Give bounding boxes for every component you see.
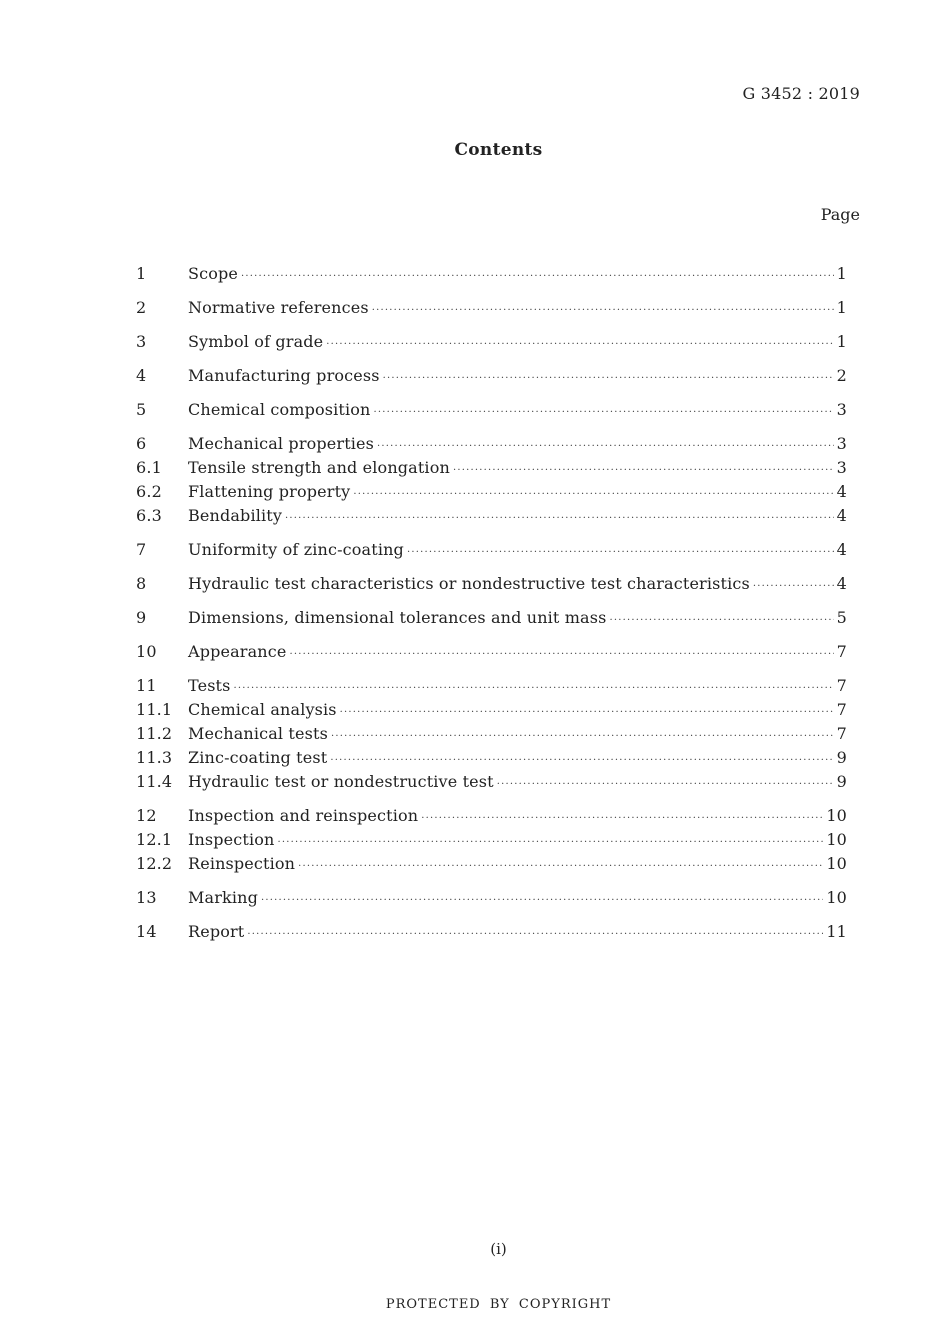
toc-entry-number: 5 bbox=[136, 400, 147, 419]
toc-entry-page: 7 bbox=[836, 700, 847, 719]
toc-entry-number: 1 bbox=[136, 264, 147, 283]
toc-entry-title: Reinspection bbox=[188, 854, 296, 873]
toc-entry-number: 11 bbox=[136, 676, 157, 695]
toc-entry-title: Inspection and reinspection bbox=[188, 806, 419, 825]
toc-entry[interactable] bbox=[136, 922, 847, 946]
toc-entry[interactable] bbox=[136, 574, 847, 598]
toc-entry-page: 3 bbox=[836, 434, 847, 453]
toc-entry-title: Report bbox=[188, 922, 245, 941]
toc-entry[interactable] bbox=[136, 854, 847, 878]
toc-entry-title: Zinc-coating test bbox=[188, 748, 328, 767]
toc-entry-page: 1 bbox=[836, 264, 847, 283]
toc-entry-number: 11.2 bbox=[136, 724, 173, 743]
toc-entry[interactable] bbox=[136, 700, 847, 724]
toc-group bbox=[136, 366, 847, 390]
document-id: G 3452 : 2019 bbox=[742, 84, 860, 103]
toc-entry[interactable] bbox=[136, 458, 847, 482]
toc-entry-page: 10 bbox=[826, 854, 847, 873]
toc-entry[interactable] bbox=[136, 676, 847, 700]
toc-entry-page: 4 bbox=[836, 540, 847, 559]
toc-group bbox=[136, 298, 847, 322]
toc-entry-title: Uniformity of zinc-coating bbox=[188, 540, 404, 559]
toc-entry-title: Flattening property bbox=[188, 482, 351, 501]
toc-group bbox=[136, 540, 847, 564]
toc-entry-number: 8 bbox=[136, 574, 147, 593]
toc-group bbox=[136, 676, 847, 796]
toc-entry[interactable] bbox=[136, 608, 847, 632]
toc-entry[interactable] bbox=[136, 748, 847, 772]
toc-entry[interactable] bbox=[136, 434, 847, 458]
toc-entry-title: Mechanical properties bbox=[188, 434, 375, 453]
toc-entry-page: 9 bbox=[836, 748, 847, 767]
toc-entry-page: 11 bbox=[826, 922, 847, 941]
toc-entry-number: 13 bbox=[136, 888, 157, 907]
dot-leader bbox=[340, 707, 834, 718]
toc-entry[interactable] bbox=[136, 482, 847, 506]
toc-entry-page: 5 bbox=[836, 608, 847, 627]
dot-leader bbox=[421, 813, 823, 824]
toc-entry-title: Chemical analysis bbox=[188, 700, 337, 719]
toc-entry-page: 4 bbox=[836, 506, 847, 525]
dot-leader bbox=[247, 929, 823, 940]
dot-leader bbox=[331, 731, 834, 742]
toc-entry-page: 7 bbox=[836, 676, 847, 695]
toc-entry-number: 9 bbox=[136, 608, 147, 627]
dot-leader bbox=[241, 271, 834, 282]
toc-entry[interactable] bbox=[136, 506, 847, 530]
toc-entry-page: 1 bbox=[836, 298, 847, 317]
toc-entry-number: 7 bbox=[136, 540, 147, 559]
toc-entry-number: 6.1 bbox=[136, 458, 162, 477]
toc-entry[interactable] bbox=[136, 772, 847, 796]
toc-entry-page: 10 bbox=[826, 830, 847, 849]
toc-entry-title: Marking bbox=[188, 888, 258, 907]
toc-entry-page: 10 bbox=[826, 888, 847, 907]
toc-entry-number: 12 bbox=[136, 806, 157, 825]
toc-entry-title: Symbol of grade bbox=[188, 332, 324, 351]
dot-leader bbox=[353, 489, 833, 500]
toc-entry[interactable] bbox=[136, 366, 847, 390]
toc-entry-number: 12.1 bbox=[136, 830, 173, 849]
toc-entry-number: 10 bbox=[136, 642, 157, 661]
toc-entry-page: 1 bbox=[836, 332, 847, 351]
toc-entry-page: 7 bbox=[836, 724, 847, 743]
toc-group bbox=[136, 642, 847, 666]
toc-group bbox=[136, 608, 847, 632]
toc-entry-page: 4 bbox=[836, 482, 847, 501]
toc-entry-title: Tensile strength and elongation bbox=[188, 458, 450, 477]
toc-entry[interactable] bbox=[136, 264, 847, 288]
toc-entry[interactable] bbox=[136, 724, 847, 748]
toc-group bbox=[136, 922, 847, 946]
toc-entry-page: 4 bbox=[836, 574, 847, 593]
toc-entry-number: 6.3 bbox=[136, 506, 162, 525]
toc-entry[interactable] bbox=[136, 642, 847, 666]
toc-entry-number: 12.2 bbox=[136, 854, 173, 873]
dot-leader bbox=[609, 615, 833, 626]
dot-leader bbox=[298, 861, 823, 872]
toc-entry-title: Scope bbox=[188, 264, 239, 283]
toc-entry-title: Mechanical tests bbox=[188, 724, 328, 743]
toc-entry-title: Tests bbox=[188, 676, 231, 695]
toc-entry-title: Hydraulic test characteristics or nondestructive test characteristics bbox=[188, 574, 750, 593]
toc-group bbox=[136, 434, 847, 530]
dot-leader bbox=[377, 441, 834, 452]
toc-group bbox=[136, 574, 847, 598]
toc-entry-title: Inspection bbox=[188, 830, 275, 849]
toc-entry-page: 3 bbox=[836, 458, 847, 477]
toc-entry-number: 11.3 bbox=[136, 748, 173, 767]
toc-entry-number: 2 bbox=[136, 298, 147, 317]
dot-leader bbox=[326, 339, 833, 350]
dot-leader bbox=[753, 581, 834, 592]
toc-group bbox=[136, 400, 847, 424]
dot-leader bbox=[285, 513, 834, 524]
toc-entry-number: 3 bbox=[136, 332, 147, 351]
toc-entry[interactable] bbox=[136, 806, 847, 830]
toc-entry-number: 14 bbox=[136, 922, 157, 941]
toc-group bbox=[136, 806, 847, 878]
page-number: (i) bbox=[490, 1240, 507, 1258]
dot-leader bbox=[330, 755, 833, 766]
dot-leader bbox=[383, 373, 834, 384]
toc-entry[interactable] bbox=[136, 332, 847, 356]
toc-entry-number: 11.4 bbox=[136, 772, 173, 791]
dot-leader bbox=[372, 305, 834, 316]
toc-entry[interactable] bbox=[136, 400, 847, 424]
dot-leader bbox=[289, 649, 833, 660]
toc-entry-title: Chemical composition bbox=[188, 400, 371, 419]
toc-entry[interactable] bbox=[136, 540, 847, 564]
toc-entry[interactable] bbox=[136, 830, 847, 854]
toc-entry-page: 3 bbox=[836, 400, 847, 419]
copyright-footer: PROTECTED BY COPYRIGHT bbox=[385, 1297, 612, 1312]
toc-entry-page: 10 bbox=[826, 806, 847, 825]
toc-group bbox=[136, 888, 847, 912]
page-title: Contents bbox=[454, 140, 543, 160]
toc-entry-number: 6.2 bbox=[136, 482, 162, 501]
toc-entry-page: 2 bbox=[836, 366, 847, 385]
toc-group bbox=[136, 264, 847, 288]
toc-entry-title: Appearance bbox=[188, 642, 287, 661]
toc-entry-title: Bendability bbox=[188, 506, 283, 525]
toc-entry-page: 9 bbox=[836, 772, 847, 791]
toc-entry-title: Dimensions, dimensional tolerances and unit mass bbox=[188, 608, 607, 627]
toc-entry-page: 7 bbox=[836, 642, 847, 661]
dot-leader bbox=[453, 465, 834, 476]
dot-leader bbox=[261, 895, 823, 906]
toc-entry-title: Normative references bbox=[188, 298, 369, 317]
toc-group bbox=[136, 332, 847, 356]
toc-entry-title: Manufacturing process bbox=[188, 366, 380, 385]
toc-entry-number: 4 bbox=[136, 366, 147, 385]
toc-entry-title: Hydraulic test or nondestructive test bbox=[188, 772, 494, 791]
dot-leader bbox=[407, 547, 834, 558]
toc-entry-number: 6 bbox=[136, 434, 147, 453]
dot-leader bbox=[497, 779, 834, 790]
page-column-heading: Page bbox=[820, 205, 860, 224]
toc-entry[interactable] bbox=[136, 888, 847, 912]
toc-entry-number: 11.1 bbox=[136, 700, 173, 719]
dot-leader bbox=[373, 407, 833, 418]
table-of-contents bbox=[136, 264, 847, 956]
dot-leader bbox=[278, 837, 824, 848]
toc-entry[interactable] bbox=[136, 298, 847, 322]
dot-leader bbox=[234, 683, 834, 694]
